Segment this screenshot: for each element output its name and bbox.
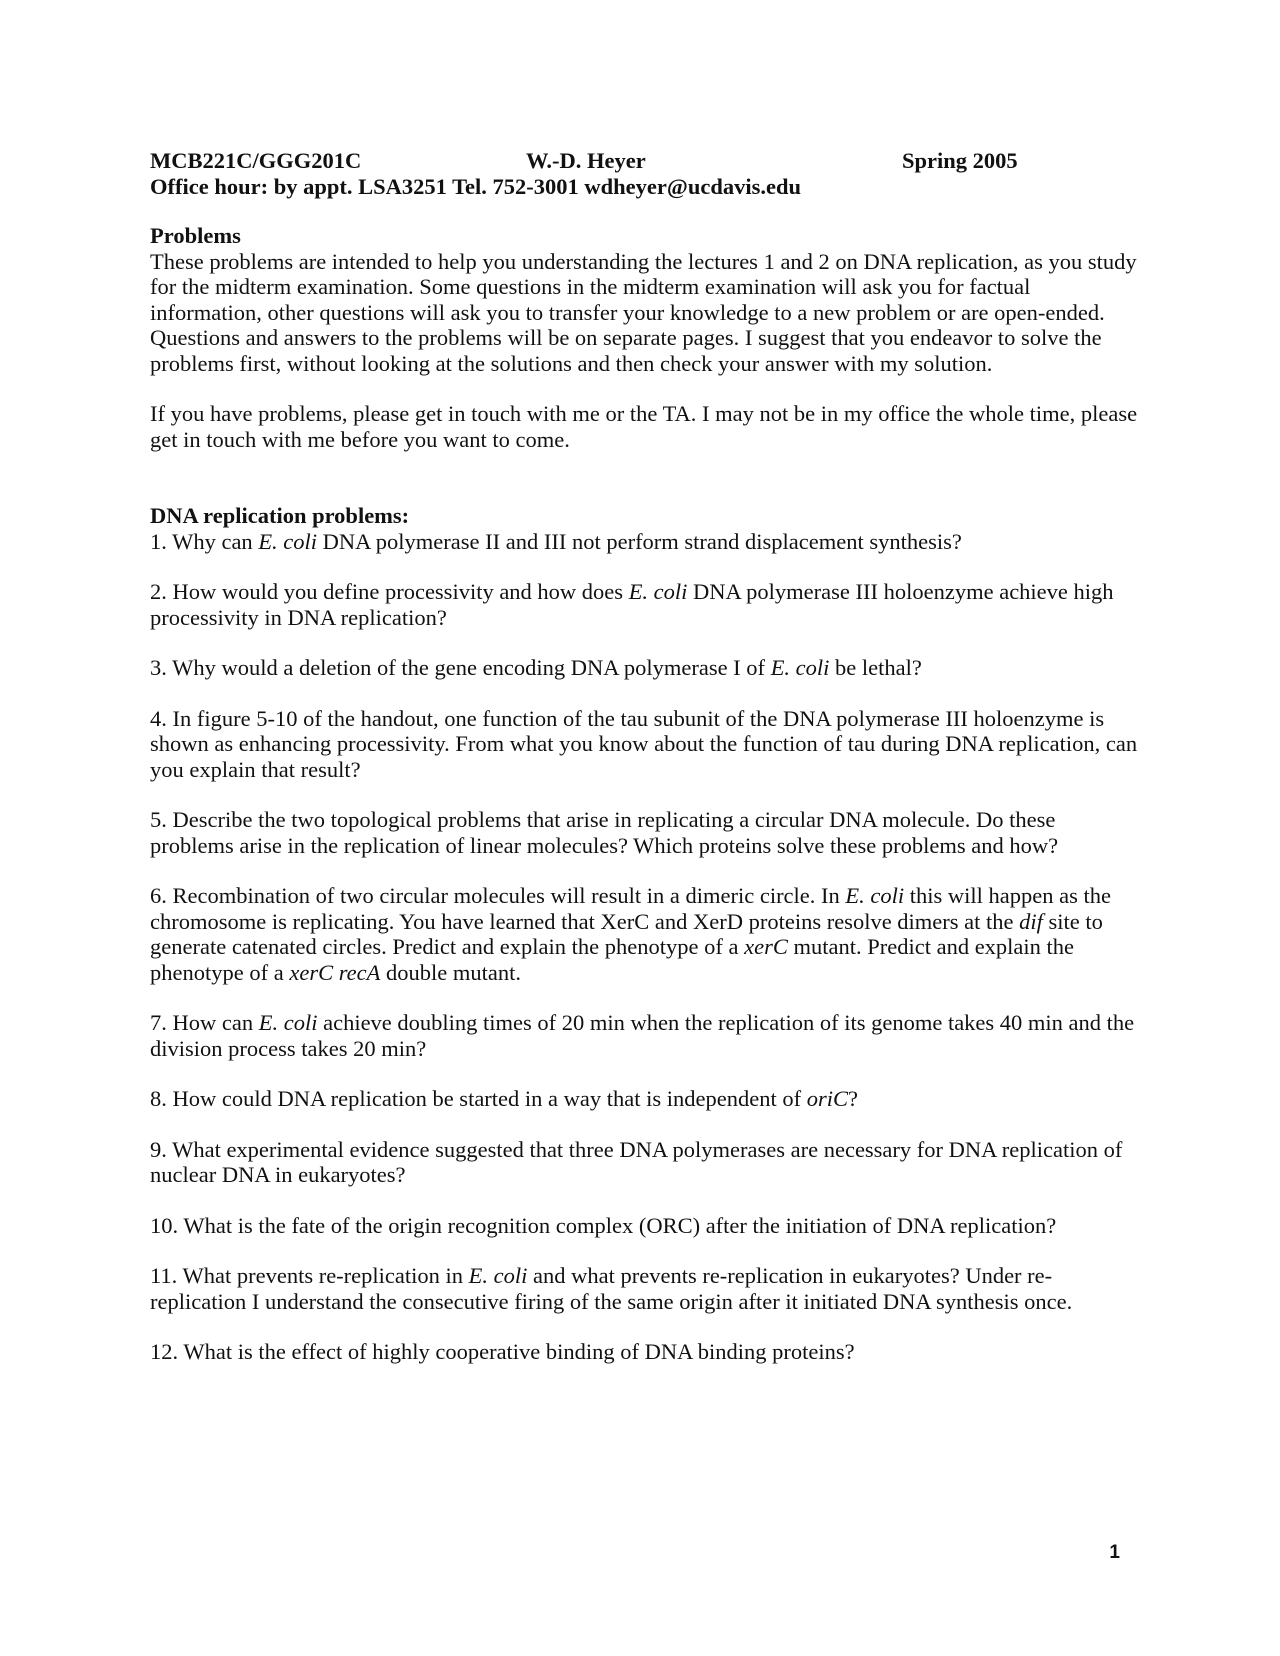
question-item: 2. How would you define processivity and how does E. coli DNA polymerase III holoenzyme achieve high processivity in DNA replication? bbox=[150, 579, 1114, 630]
page-number: 1 bbox=[1109, 1542, 1120, 1563]
question-item: 11. What prevents re-replication in E. coli and what prevents re-replication in eukaryotes? Under re-replication I understand the consecutive firing of the same origin after it initiated DNA synthesis once. bbox=[150, 1263, 1073, 1314]
course-code: MCB221C/GGG201C bbox=[150, 148, 362, 173]
question-item: 10. What is the fate of the origin recognition complex (ORC) after the initiation of DNA replication? bbox=[150, 1212, 1057, 1238]
italic-term: E. coli bbox=[770, 655, 830, 680]
question-list bbox=[150, 529, 1140, 1365]
question-item: 12. What is the effect of highly cooperative binding of DNA binding proteins? bbox=[150, 1339, 855, 1364]
question-item: 7. How can E. coli achieve doubling times of 20 min when the replication of its genome takes 40 min and the division process takes 20 min? bbox=[150, 1010, 1135, 1061]
question-item: 6. Recombination of two circular molecules will result in a dimeric circle. In E. coli this will happen as the chromosome is replicating. You have learned that XerC and XerD proteins resolve dimers at the dif site to generate catenated circles. Predict and explain the phenotype of a xerC mutant. Predict and explain the phenotype of a xerC recA double mutant. bbox=[150, 883, 1111, 985]
italic-term: E. coli bbox=[845, 883, 905, 908]
office-hours-line: Office hour: by appt. LSA3251 Tel. 752-3001 wdheyer@ucdavis.edu bbox=[150, 173, 801, 199]
question-item: 5. Describe the two topological problems that arise in replicating a circular DNA molecule. Do these problems arise in the replication of linear molecules? Which proteins solve these problems and how? bbox=[150, 807, 1059, 858]
dna-replication-heading: DNA replication problems: bbox=[150, 503, 410, 528]
question-item: 1. Why can E. coli DNA polymerase II and III not perform strand displacement synthesis? bbox=[150, 528, 962, 554]
italic-term: E. coli bbox=[258, 1010, 318, 1035]
term: Spring 2005 bbox=[902, 148, 1018, 173]
course-header bbox=[150, 148, 1140, 174]
instructor-name: W.-D. Heyer bbox=[526, 148, 646, 173]
question-item: 3. Why would a deletion of the gene encoding DNA polymerase I of E. coli be lethal? bbox=[150, 655, 922, 680]
italic-term: E. coli bbox=[468, 1263, 528, 1288]
contact-paragraph: If you have problems, please get in touch with me or the TA. I may not be in my office the whole time, please get in touch with me before you want to come. bbox=[150, 401, 1138, 452]
problems-heading: Problems bbox=[150, 223, 241, 248]
intro-paragraph: These problems are intended to help you understanding the lectures 1 and 2 on DNA replication, as you study for the midterm examination. Some questions in the midterm examination will ask you for factual information, other questions will ask you to transfer your knowledge to a new problem or are open-ended. Questions and answers to the problems will be on separate pages. I suggest that you endeavor to solve the problems first, without looking at the solutions and then check your answer with my solution. bbox=[150, 248, 1137, 376]
italic-term: dif bbox=[1019, 908, 1043, 934]
question-item: 8. How could DNA replication be started in a way that is independent of oriC? bbox=[150, 1086, 858, 1111]
question-item: 9. What experimental evidence suggested that three DNA polymerases are necessary for DNA replication of nuclear DNA in eukaryotes? bbox=[150, 1136, 1123, 1187]
italic-term: xerC recA bbox=[289, 959, 381, 985]
italic-term: E. coli bbox=[628, 579, 688, 604]
italic-term: xerC bbox=[744, 934, 788, 959]
italic-term: oriC bbox=[806, 1086, 848, 1111]
document-page bbox=[150, 148, 1140, 1365]
italic-term: E. coli bbox=[258, 528, 318, 554]
question-item: 4. In figure 5-10 of the handout, one function of the tau subunit of the DNA polymerase III holoenzyme is shown as enhancing processivity. From what you know about the function of tau during DNA replication, can you explain that result? bbox=[150, 705, 1138, 782]
